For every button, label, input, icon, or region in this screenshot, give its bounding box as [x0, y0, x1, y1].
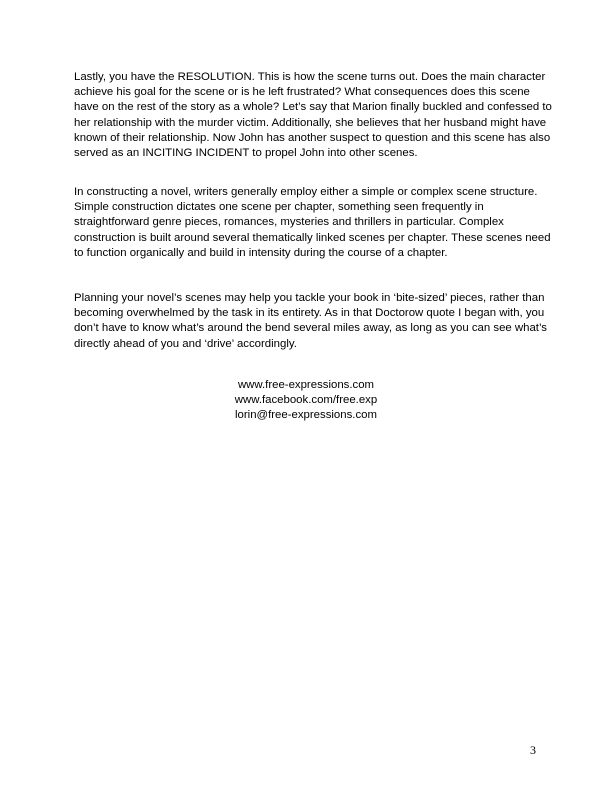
paragraph-planning-scenes: Planning your novel’s scenes may help you tackle your book in ‘bite-sized’ pieces, rather than becoming overwhelmed by the task in its entirety. As in that Doctorow quote I began with, you don’t have to know what’s around the bend several miles away, as long as you can see what’s directly ahead of you and ‘drive’ accordingly.	[74, 292, 547, 350]
email-link[interactable]: lorin@free-expressions.com	[235, 409, 377, 422]
facebook-link[interactable]: www.facebook.com/free.exp	[234, 394, 378, 407]
website-link[interactable]: www.free-expressions.com	[237, 379, 375, 391]
contact-block	[0, 378, 612, 424]
page-number: 3	[530, 743, 536, 757]
paragraph-resolution: Lastly, you have the RESOLUTION. This is how the scene turns out. Does the main character achieve his goal for the scene or is he left frustrated? What consequences does this scene have on the rest of the story as a whole? Let’s say that Marion finally buckled and confessed to her relationship with the murder victim. Additionally, she believes that her husband might have known of their relationship. Now John has another suspect to question and this scene has also served as an INCITING INCIDENT to propel John into other scenes.	[74, 71, 552, 160]
paragraph-scene-structure: In constructing a novel, writers generally employ either a simple or complex scene structure. Simple construction dictates one scene per chapter, something seen frequently in straightforward genre pieces, romances, mysteries and thrillers in particular. Complex construction is built around several thematically linked scenes per chapter. These scenes need to function organically and build in intensity during the course of a chapter.	[74, 186, 551, 259]
